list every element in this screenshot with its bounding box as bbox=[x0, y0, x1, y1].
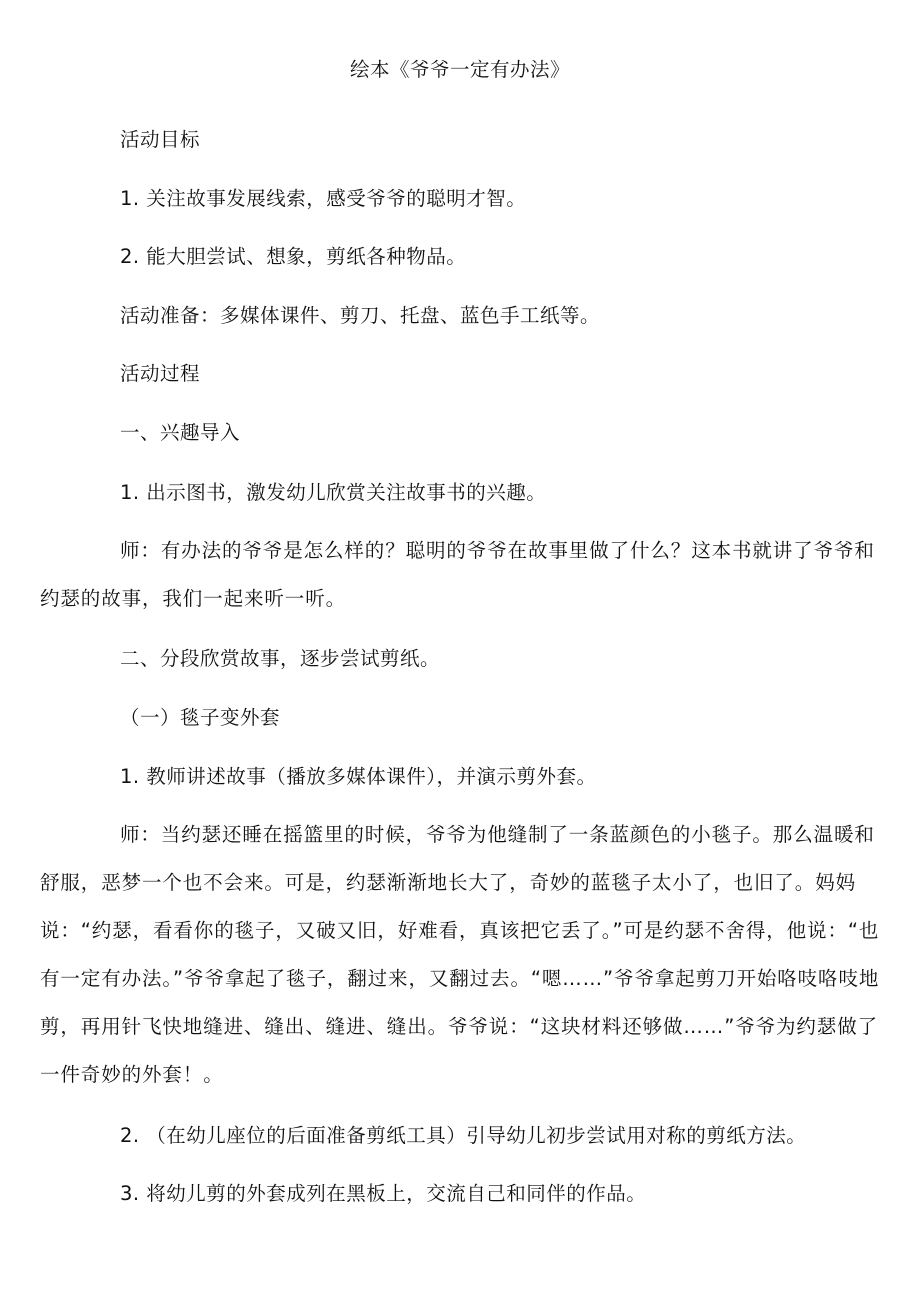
goal-item-1: 1. 关注故事发展线索，感受爷爷的聪明才智。 bbox=[120, 187, 527, 210]
goal-heading: 活动目标 bbox=[120, 128, 201, 151]
section-heading-2: 二、分段欣赏故事，逐步尝试剪纸。 bbox=[120, 647, 441, 670]
subsection-heading-1: （一）毯子变外套 bbox=[120, 706, 281, 729]
teacher-story-paragraph: 师：当约瑟还睡在摇篮里的时候，爷爷为他缝制了一条蓝颜色的小毯子。那么温暖和舒服，恶梦一个也不会来。可是，约瑟渐渐地长大了，奇妙的蓝毯子太小了，也旧了。妈妈说：“约瑟，看看你的毯子，又破又旧，好难看，真该把它丢了。”可是约瑟不舍得，他说：“也有一定有办法。”爷爷拿起了毯子，翻过来，又翻过去。“嗯……”爷爷拿起剪刀开始咯吱咯吱地剪，再用针飞快地缝进、缝出、缝进、缝出。爷爷说：“这块材料还够做……”爷爷为约瑟做了一件奇妙的外套！。 bbox=[40, 823, 880, 1086]
section-heading-1: 一、兴趣导入 bbox=[120, 421, 241, 444]
document-title: 绘本《爷爷一定有办法》 bbox=[349, 58, 570, 81]
step-2-2: 2. （在幼儿座位的后面准备剪纸工具）引导幼儿初步尝试用对称的剪纸方法。 bbox=[120, 1124, 807, 1147]
goal-item-2: 2. 能大胆尝试、想象，剪纸各种物品。 bbox=[120, 245, 467, 268]
step-2-1: 1. 教师讲述故事（播放多媒体课件），并演示剪外套。 bbox=[120, 765, 597, 788]
teacher-intro-paragraph: 师：有办法的爷爷是怎么样的？聪明的爷爷在故事里做了什么？这本书就讲了爷爷和约瑟的故事，我们一起来听一听。 bbox=[40, 539, 875, 610]
step-2-3: 3. 将幼儿剪的外套成列在黑板上，交流自己和同伴的作品。 bbox=[120, 1182, 647, 1205]
step-1-1: 1. 出示图书，激发幼儿欣赏关注故事书的兴趣。 bbox=[120, 481, 547, 504]
process-heading: 活动过程 bbox=[120, 362, 201, 385]
preparation-text: 活动准备：多媒体课件、剪刀、托盘、蓝色手工纸等。 bbox=[120, 304, 601, 327]
